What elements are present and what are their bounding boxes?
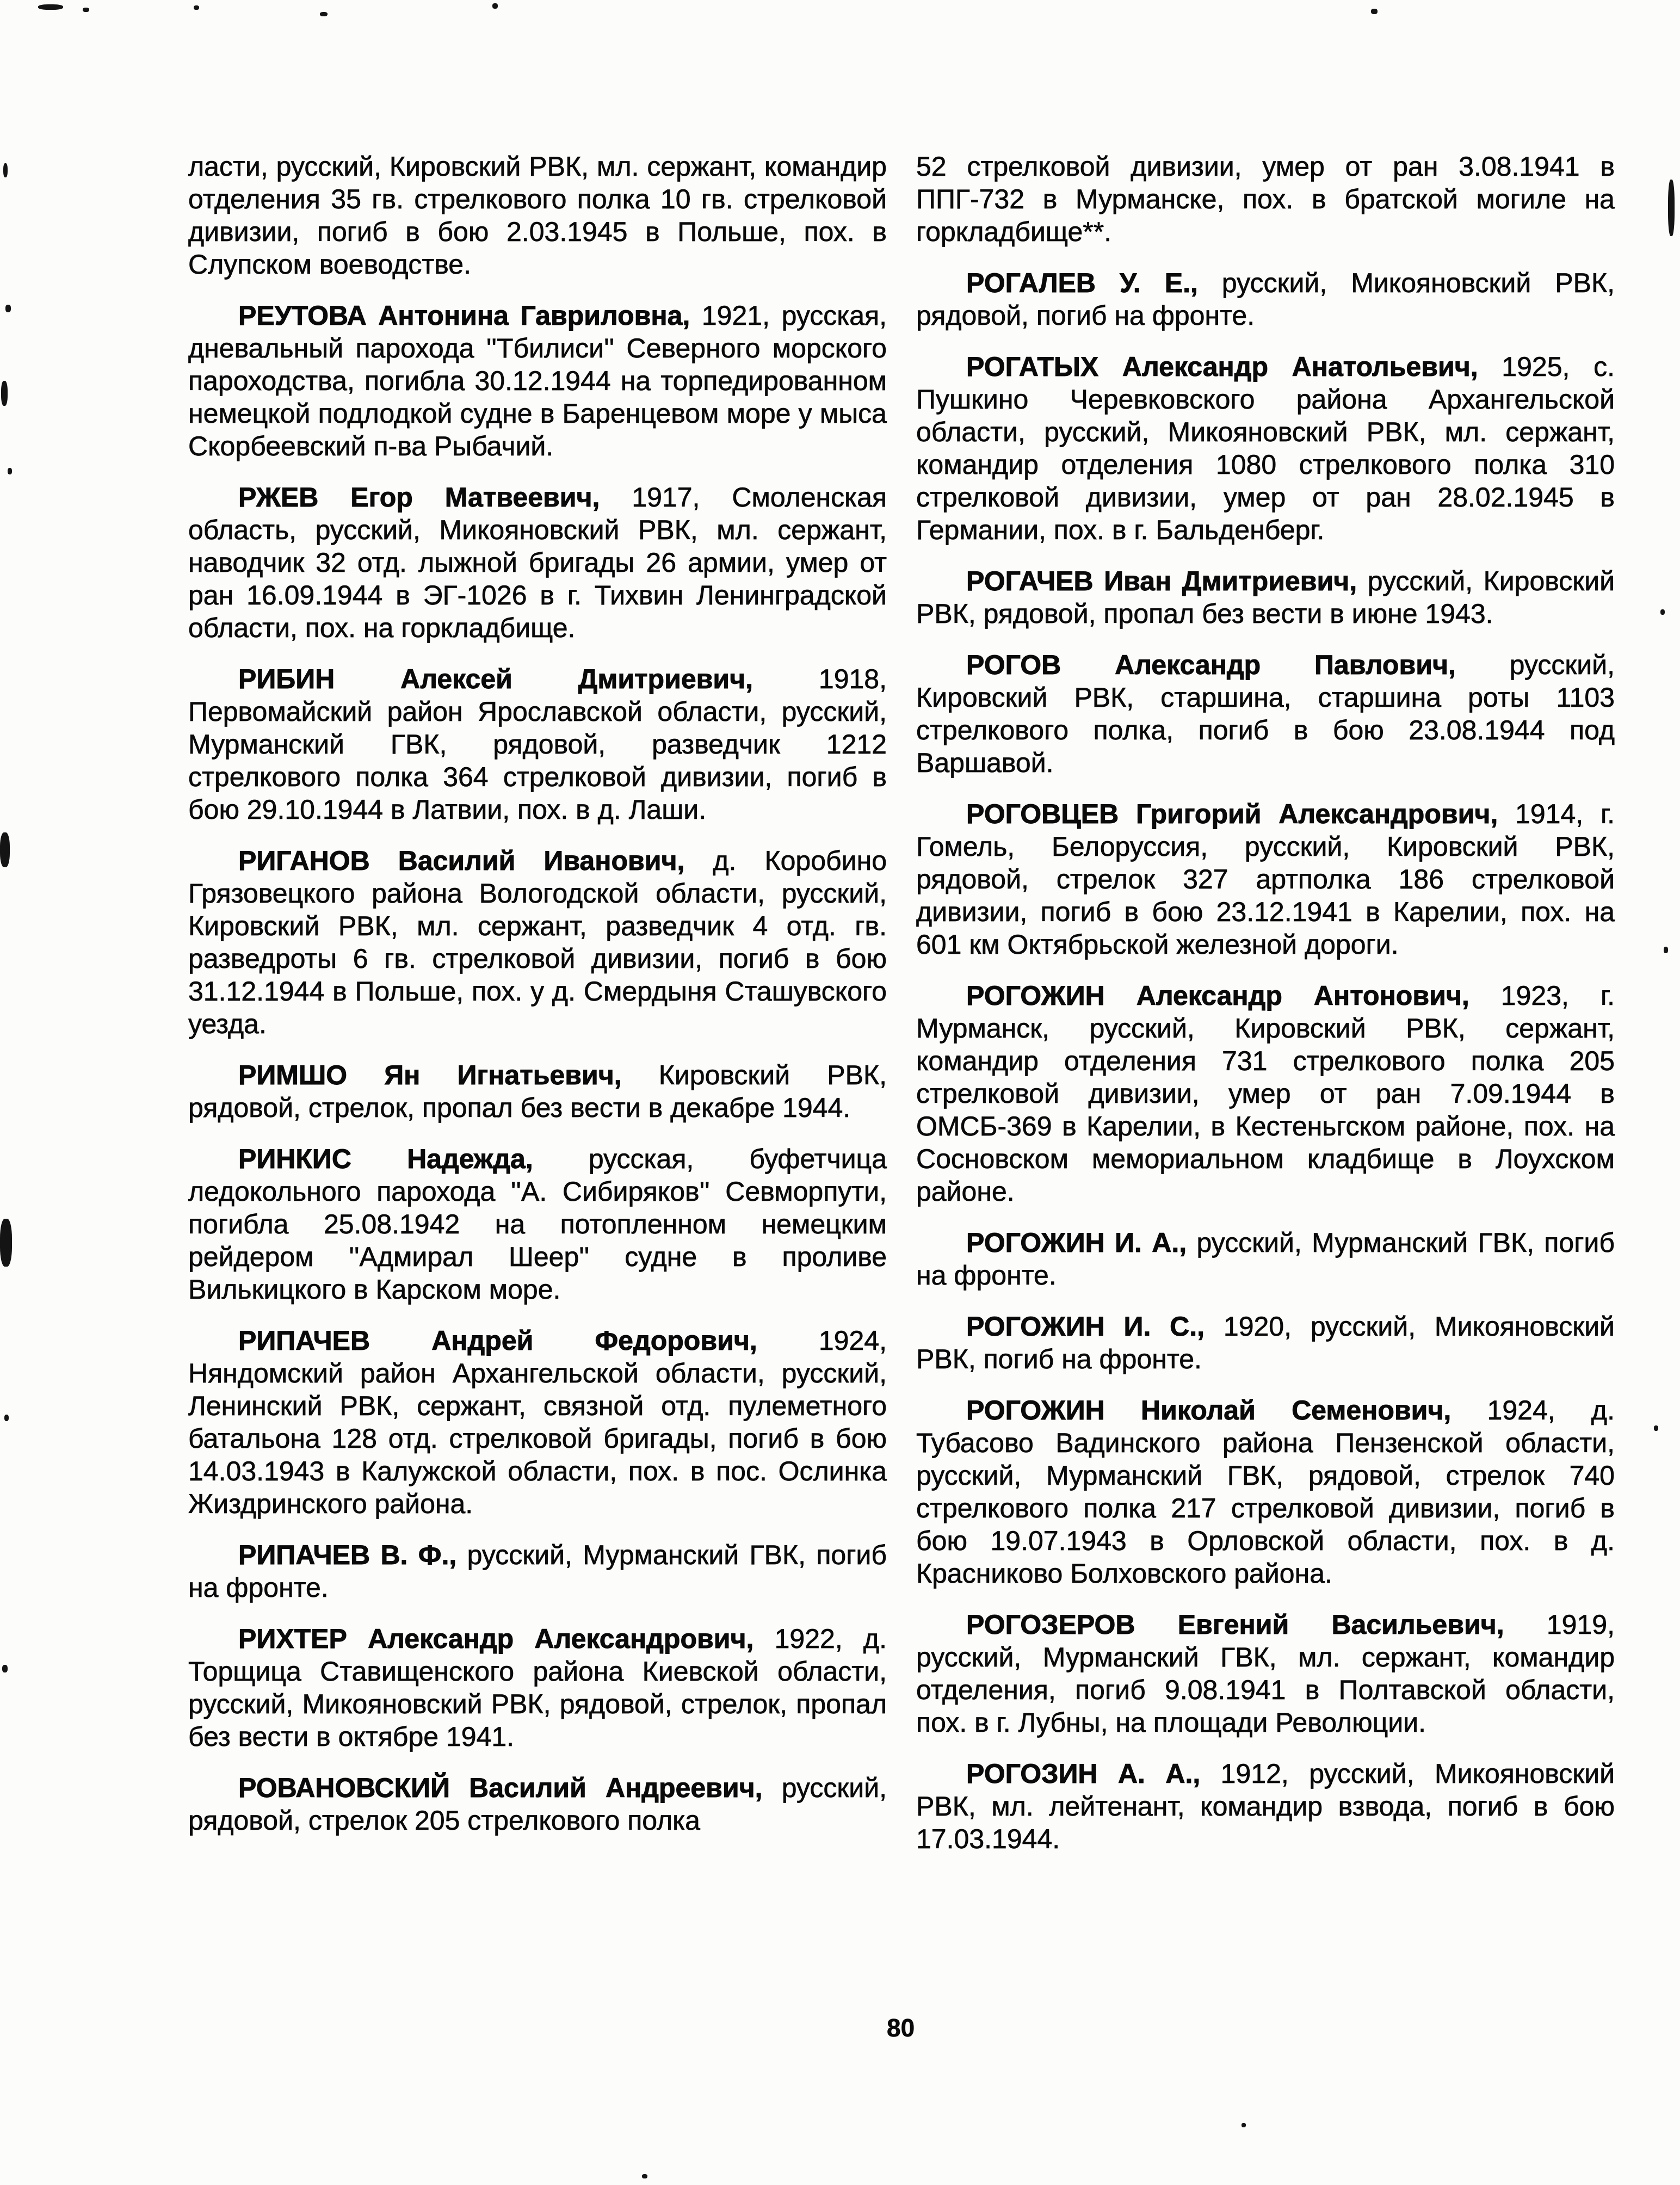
entry-body: 1923, г. Мурманск, русский, Кировский РВК, сержант, командир отделения 731 стрелкового полка 205 стрелковой дивизии, умер от ран 7.09.1944 в ОМСБ-369 в Карелии, в Кестеньгском районе, пох. на Сосновском мемориальном кладбище в Лоухском районе. [916,980,1615,1207]
scan-artifact [8,468,12,474]
entry [916,798,1615,961]
entry [916,1608,1615,1739]
scan-artifact [492,3,498,9]
entry [188,663,887,826]
entry [916,565,1615,630]
entry-body: 1920, русский, Микояновский РВК, погиб на фронте. [916,1311,1615,1374]
entry-body: 1917, Смоленская область, русский, Микояновский РВК, мл. сержант, наводчик 32 отд. лыжной бригады 26 армии, умер от ран 16.09.1944 в ЭГ-1026 в г. Тихвин Ленинградской области, пох. на горкладбище. [188,482,887,643]
scan-artifact [1668,180,1675,236]
entry-body: д. Коробино Грязовецкого района Вологодской области, русский, Кировский РВК, мл. сержант, разведчик 4 отд. гв. разведроты 6 гв. стрелковой дивизии, погиб в бою 31.12.1944 в Польше, пох. у д. Смердыня Сташувского уезда. [188,845,887,1039]
entry-lead: РИБИН Алексей Дмитриевич, [238,664,753,694]
entry-continuation [916,150,1615,248]
scan-artifact [1660,609,1665,615]
entry-body: русский, Микояновский РВК, рядовой, погиб на фронте. [916,268,1615,331]
entry-lead: РИНКИС Надежда, [238,1144,533,1174]
entry [188,1059,887,1124]
entry-lead: РЖЕВ Егор Матвеевич, [238,482,600,513]
entry-continuation [188,150,887,281]
text-column-right [916,150,1615,1874]
entry-body: 1924, Няндомский район Архангельской области, русский, Ленинский РВК, сержант, связной отд. пулеметного батальона 128 отд. стрелковой бригады, погиб в бою 14.03.1943 в Калужской области, пох. в пос. Ослинка Жиздринского района. [188,1325,887,1519]
entry-body: русский, Мурманский ГВК, погиб на фронте. [916,1227,1615,1291]
entry-lead: РОГОЖИН И. А., [966,1227,1187,1258]
entry-lead: РОГОЖИН Николай Семенович, [966,1395,1452,1425]
entry [916,1310,1615,1375]
entry-lead: РОГОЗИН А. А., [966,1758,1201,1789]
entry-body: ласти, русский, Кировский РВК, мл. сержант, командир отделения 35 гв. стрелкового полка 10 гв. стрелковой дивизии, погиб в бою 2.03.1945 в Польше, пох. в Слупском воеводстве. [188,151,887,280]
entry [916,1394,1615,1590]
scan-artifact [2,1665,8,1672]
entry [916,267,1615,332]
entry [188,1324,887,1520]
entry-lead: РИМШО Ян Игнатьевич, [238,1060,622,1090]
scan-artifact [1,381,8,406]
entry-lead: РОГОЖИН Александр Антонович, [966,980,1469,1011]
entry-lead: РОГОЗЕРОВ Евгений Васильевич, [966,1609,1504,1640]
scan-artifact [194,5,199,10]
entry [188,1772,887,1837]
entry-body: русский, Мурманский ГВК, погиб на фронте. [188,1540,887,1603]
entry-lead: РОГАТЫХ Александр Анатольевич, [966,351,1478,382]
entry [916,350,1615,546]
entry-body: 1925, с. Пушкино Черевковского района Архангельской области, русский, Микояновский РВК, мл. сержант, командир отделения 1080 стрелкового полка 310 стрелковой дивизии, умер от ран 28.02.1945 в Германии, пох. в г. Бальденберг. [916,351,1615,545]
entry [916,1757,1615,1855]
scan-artifact [1654,1425,1658,1431]
entry-lead: РОГАЛЕВ У. Е., [966,268,1198,298]
entry-lead: РЕУТОВА Антонина Гавриловна, [238,300,690,331]
entry-body: русский, рядовой, стрелок 205 стрелкового полка [188,1773,887,1836]
entry-body: Кировский РВК, рядовой, стрелок, пропал без вести в декабре 1944. [188,1060,887,1123]
entry-lead: РИГАНОВ Василий Иванович, [238,845,685,876]
entry-body: 1924, д. Тубасово Вадинского района Пензенской области, русский, Мурманский ГВК, рядовой, стрелок 740 стрелкового полка 217 стрелковой дивизии, погиб в бою 19.07.1943 в Орловской области, пох. в д. Красниково Болховского района. [916,1395,1615,1589]
entry [188,1143,887,1306]
entry [188,1622,887,1753]
entry [188,844,887,1040]
scan-artifact [1242,2123,1246,2127]
entry-lead: РИХТЕР Александр Александрович, [238,1624,754,1654]
entry-body: 1912, русский, Микояновский РВК, мл. лейтенант, командир взвода, погиб в бою 17.03.1944. [916,1758,1615,1854]
entry [916,979,1615,1208]
entry-lead: РИПАЧЕВ Андрей Федорович, [238,1325,757,1356]
entry [916,649,1615,779]
entry-lead: РОГОВ Александр Павлович, [966,650,1456,680]
scan-artifact [1664,947,1668,953]
scan-artifact [3,163,8,177]
entry-lead: РИПАЧЕВ В. Ф., [238,1540,457,1570]
entry-body: 1918, Первомайский район Ярославской области, русский, Мурманский ГВК, рядовой, разведчик 1212 стрелкового полка 364 стрелковой дивизии, погиб в бою 29.10.1944 в Латвии, пох. в д. Лаши. [188,664,887,825]
entry-body: 1922, д. Торщица Ставищенского района Киевской области, русский, Микояновский РВК, рядовой, стрелок, пропал без вести в октябре 1941. [188,1624,887,1752]
text-column-left [188,150,887,1855]
entry-body: русская, буфетчица ледокольного парохода ''А. Сибиряков'' Севморпути, погибла 25.08.1942 на потопленном немецким рейдером ''Адмирал Шеер'' судне в проливе Вилькицкого в Карском море. [188,1144,887,1305]
scan-artifact [4,1415,9,1421]
scan-artifact [642,2174,647,2178]
entry [188,481,887,644]
scan-artifact [320,12,328,16]
scan-artifact [38,4,63,10]
entry-lead: РОГОЖИН И. С., [966,1311,1205,1342]
entry [188,1539,887,1604]
entry-lead: РОГАЧЕВ Иван Дмитриевич, [966,566,1357,596]
entry-lead: РОГОВЦЕВ Григорий Александрович, [966,799,1498,829]
entry-body: русский, Кировский РВК, старшина, старшина роты 1103 стрелкового полка, погиб в бою 23.08.1944 под Варшавой. [916,650,1615,778]
entry [188,299,887,462]
entry-body: 1914, г. Гомель, Белоруссия, русский, Кировский РВК, рядовой, стрелок 327 артполка 186 стрелковой дивизии, погиб в бою 23.12.1941 в Карелии, пох. на 601 км Октябрьской железной дороги. [916,799,1615,960]
scan-artifact [83,8,89,12]
entry-lead: РОВАНОВСКИЙ Василий Андреевич, [238,1773,763,1803]
entry-body: 1919, русский, Мурманский ГВК, мл. сержант, командир отделения, погиб 9.08.1941 в Полтавской области, пох. в г. Лубны, на площади Революции. [916,1609,1615,1738]
entry-body: русский, Кировский РВК, рядовой, пропал без вести в июне 1943. [916,566,1615,629]
scan-artifact [0,832,10,867]
scan-artifact [5,305,11,312]
entry [916,1226,1615,1292]
entry-body: 52 стрелковой дивизии, умер от ран 3.08.1941 в ППГ-732 в Мурманске, пох. в братской могиле на горкладбище**. [916,151,1615,247]
scan-artifact [0,1219,12,1267]
entry-body: 1921, русская, дневальный парохода ''Тбилиси'' Северного морского пароходства, погибла 30.12.1944 на торпедированном немецкой подлодкой судне в Баренцевом море у мыса Скорбеевский п-ва Рыбачий. [188,300,887,461]
scan-artifact [1371,9,1378,14]
page-number: 80 [887,2014,915,2042]
